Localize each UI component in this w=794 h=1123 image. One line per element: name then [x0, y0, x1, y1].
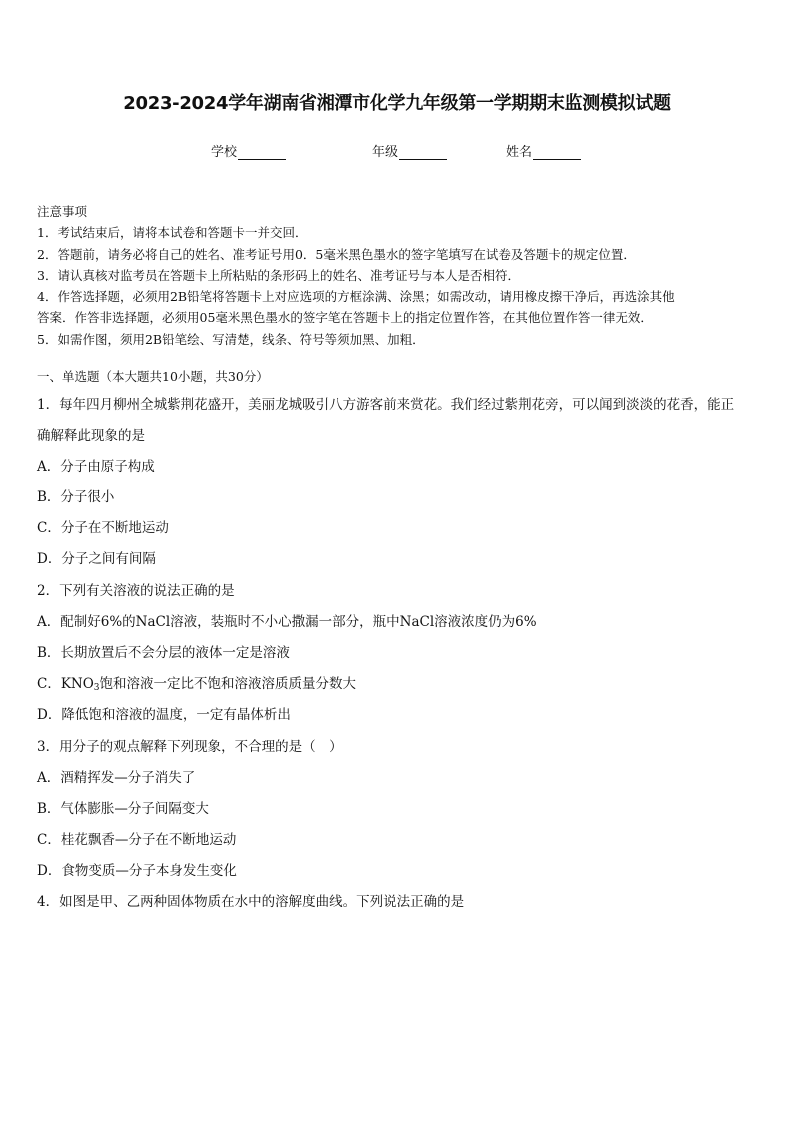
notice-item: 答案．作答非选择题，必须用05毫米黑色墨水的签字笔在答题卡上的指定位置作答，在其他位置作答一律无效． [37, 310, 653, 326]
answer-option: B．分子很小 [37, 489, 115, 505]
question-stem: 2．下列有关溶液的说法正确的是 [37, 583, 235, 599]
answer-option: D．降低饱和溶液的温度，一定有晶体析出 [37, 707, 291, 723]
student-info-row [0, 141, 794, 161]
notice-item: 3．请认真核对监考员在答题卡上所粘贴的条形码上的姓名、准考证号与本人是否相符． [37, 267, 520, 283]
grade-blank [399, 146, 447, 160]
notice-item: 1．考试结束后，请将本试卷和答题卡一并交回． [37, 225, 308, 241]
notice-item: 4．作答选择题，必须用2B铅笔将答题卡上对应选项的方框涂满、涂黑；如需改动，请用橡皮擦干净后，再选涂其他 [37, 289, 675, 305]
notice-block [37, 201, 759, 350]
subscript: 3 [93, 683, 100, 693]
question-stem: 4．如图是甲、乙两种固体物质在水中的溶解度曲线。下列说法正确的是 [37, 894, 465, 910]
notice-item: 2．答题前，请务必将自己的姓名、准考证号用0．5毫米黑色墨水的签字笔填写在试卷及答题卡的规定位置． [37, 246, 636, 262]
answer-option: B．气体膨胀—分子间隔变大 [37, 801, 209, 817]
school-blank [238, 146, 286, 160]
notice-item: 5．如需作图，须用2B铅笔绘、写清楚，线条、符号等须加黑、加粗． [37, 331, 425, 347]
question-stem: 1．每年四月柳州全城紫荆花盛开，美丽龙城吸引八方游客前来赏花。我们经过紫荆花旁，可以闻到淡淡的花香，能正 [37, 397, 735, 413]
school-label: 学校 [211, 145, 238, 160]
grade-label: 年级 [372, 145, 399, 160]
answer-option: A．配制好6%的NaCl溶液，装瓶时不小心撒漏一部分，瓶中NaCl溶液浓度仍为6% [37, 614, 537, 630]
option-text: 饱和溶液一定比不饱和溶液溶质质量分数大 [99, 676, 357, 692]
answer-option [37, 674, 356, 694]
answer-option: A．酒精挥发—分子消失了 [37, 770, 196, 786]
page-title: 2023-2024学年湖南省湘潭市化学九年级第一学期期末监测模拟试题 [123, 93, 671, 114]
answer-option: C．分子在不断地运动 [37, 520, 169, 536]
section-heading: 一、单选题（本大题共10小题，共30分） [37, 369, 269, 384]
grade-field [372, 141, 447, 160]
answer-option: B．长期放置后不会分层的液体一定是溶液 [37, 645, 290, 661]
answer-option: A．分子由原子构成 [37, 459, 155, 475]
school-field [211, 141, 286, 160]
answer-option: C．桂花飘香—分子在不断地运动 [37, 832, 237, 848]
option-prefix: C．KNO [37, 676, 94, 692]
answer-option: D．分子之间有间隔 [37, 551, 156, 567]
name-label: 姓名 [506, 145, 533, 160]
name-field [506, 141, 581, 160]
name-blank [533, 146, 581, 160]
question-stem-continued: 确解释此现象的是 [37, 428, 145, 444]
question-stem: 3．用分子的观点解释下列现象，不合理的是（ ） [37, 739, 343, 755]
answer-option: D．食物变质—分子本身发生变化 [37, 863, 237, 879]
notice-heading: 注意事项 [37, 204, 88, 219]
